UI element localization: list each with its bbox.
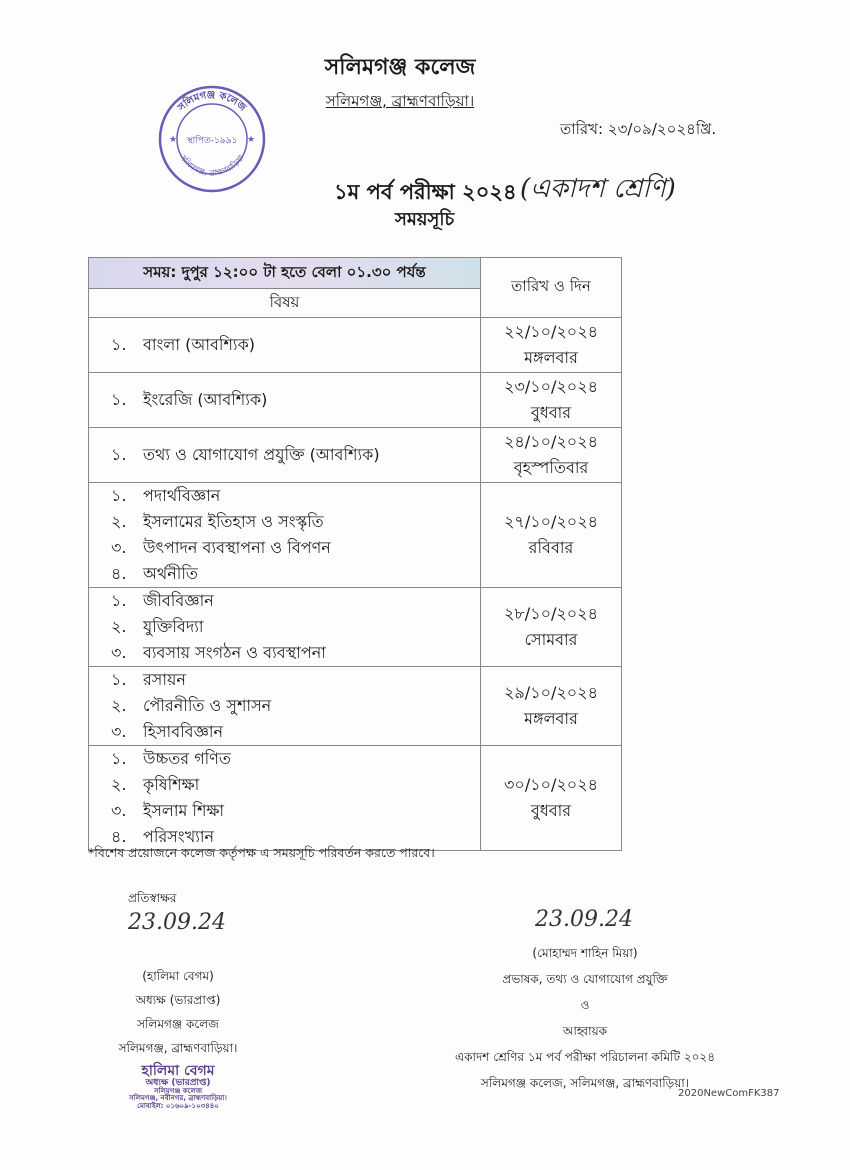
- subject-name: জীববিজ্ঞান: [143, 591, 214, 610]
- exam-date: ২৪/১০/২০২৪: [504, 432, 598, 451]
- subject-name: রসায়ন: [143, 670, 186, 689]
- subject-item: [111, 772, 480, 798]
- exam-date: ২৮/১০/২০২৪: [504, 604, 598, 623]
- subject-name: যুক্তিবিদ্যা: [143, 617, 204, 636]
- table-header-row: [89, 258, 622, 289]
- subject-name: বাংলা (আবশ্যিক): [143, 335, 256, 354]
- date-cell: [481, 588, 622, 667]
- subject-name: উৎপাদন ব্যবস্থাপনা ও বিপণন: [143, 538, 331, 557]
- convener-name: (মোহাম্মদ শাহিন মিয়া): [532, 946, 638, 960]
- exam-class-handwritten: (একাদশ শ্রেণি): [520, 174, 676, 204]
- subject-name: পরিসংখ্যান: [143, 827, 215, 846]
- exam-title: ১ম পর্ব পরীক্ষা ২০২৪: [334, 180, 517, 204]
- stamp-mobile: মোবাইল: ০১৬০৯-১০৩৪৪০: [137, 1101, 219, 1110]
- notice-text: *বিশেষ প্রয়োজনে কলেজ কর্তৃপক্ষ এ সময়সূচি পরিবর্তন করতে পারবে।: [88, 845, 435, 860]
- seal-mid-text: স্থাপিত-১৯৯১: [186, 136, 238, 146]
- subject-number: ৪.: [111, 564, 127, 583]
- subject-number: ২.: [111, 696, 127, 715]
- subject-number: ১.: [111, 445, 127, 464]
- subject-item: [111, 535, 480, 561]
- subject-name: পৌরনীতি ও সুশাসন: [143, 696, 272, 715]
- college-seal: [157, 84, 267, 194]
- subject-name: ইসলামের ইতিহাস ও সংস্কৃতি: [143, 512, 324, 531]
- subject-name: কৃষিশিক্ষা: [143, 775, 200, 794]
- college-name: সলিমগঞ্জ কলেজ: [324, 55, 476, 80]
- exam-day: মঙ্গলবার: [524, 348, 578, 367]
- date-cell: [481, 483, 622, 588]
- subject-cell: [89, 483, 481, 588]
- exam-date: ৩০/১০/২০২৪: [504, 775, 598, 794]
- convener-role: আহ্বায়ক: [562, 1024, 608, 1038]
- convener-signature-block: [420, 907, 750, 1095]
- subject-item: [111, 667, 480, 693]
- subject-name: ব্যবসায় সংগঠন ও ব্যবস্থাপনা: [143, 643, 326, 662]
- convener-place: সলিমগঞ্জ কলেজ, সলিমগঞ্জ, ব্রাহ্মণবাড়িয়া।: [480, 1076, 690, 1090]
- principal-place: সলিমগঞ্জ, ব্রাহ্মণবাড়িয়া।: [118, 1041, 238, 1055]
- subject-number: ১.: [111, 390, 127, 409]
- subject-name: পদার্থবিজ্ঞান: [143, 486, 221, 505]
- date-header: তারিখ ও দিন: [481, 258, 622, 318]
- seal-bottom-text: সলিমগঞ্জ, ব্রাহ্মণবাড়িয়া: [178, 153, 246, 178]
- time-header: সময়: দুপুর ১২:০০ টা হতে বেলা ০১.৩০ পর্যন্ত: [89, 258, 481, 289]
- subject-item: [111, 483, 480, 509]
- exam-day: রবিবার: [528, 538, 574, 557]
- principal-stamp: [88, 1064, 268, 1110]
- subject-number: ২.: [111, 775, 127, 794]
- stamp-name: হালিমা বেগম: [141, 1063, 215, 1079]
- exam-day: মঙ্গলবার: [524, 709, 578, 728]
- subject-number: ১.: [111, 486, 127, 505]
- subject-name: উচ্চতর গণিত: [143, 749, 231, 768]
- subject-number: ১.: [111, 591, 127, 610]
- routine-title: সময়সূচি: [395, 209, 455, 230]
- convener-title: প্রভাষক, তথ্য ও যোগাযোগ প্রযুক্তি: [502, 972, 668, 986]
- college-address: সলিমগঞ্জ, ব্রাহ্মণবাড়িয়া।: [325, 92, 475, 110]
- subject-cell: [89, 428, 481, 483]
- schedule-row: [89, 667, 622, 746]
- subject-item: [111, 719, 480, 745]
- schedule-row: [89, 373, 622, 428]
- subject-name: হিসাববিজ্ঞান: [143, 722, 224, 741]
- seal-star-icon: ★: [247, 135, 256, 145]
- subject-number: ২.: [111, 512, 127, 531]
- exam-date: ২৭/১০/২০২৪: [504, 512, 598, 531]
- date-cell: [481, 373, 622, 428]
- subject-cell: [89, 667, 481, 746]
- exam-date: ২৯/১০/২০২৪: [504, 683, 598, 702]
- subject-number: ৩.: [111, 538, 127, 557]
- schedule-row: [89, 428, 622, 483]
- principal-name: (হালিমা বেগম): [142, 969, 214, 983]
- countersign-label: প্রতিস্বাক্ষর: [128, 891, 177, 905]
- date-cell: [481, 746, 622, 851]
- subject-name: তথ্য ও যোগাযোগ প্রযুক্তি (আবশ্যিক): [143, 445, 380, 464]
- subject-item: [111, 387, 480, 413]
- exam-day: বুধবার: [530, 801, 572, 820]
- seal-top-text: সলিমগঞ্জ কলেজ: [175, 89, 248, 114]
- subject-item: [111, 640, 480, 666]
- date-cell: [481, 428, 622, 483]
- subject-item: [111, 332, 480, 358]
- subject-item: [111, 561, 480, 587]
- subject-number: ৩.: [111, 722, 127, 741]
- subject-item: [111, 588, 480, 614]
- committee-name: একাদশ শ্রেণির ১ম পর্ব পরীক্ষা পরিচালনা কমিটি ২০২৪: [454, 1050, 716, 1064]
- subject-name: ইসলাম শিক্ষা: [143, 801, 225, 820]
- subject-cell: [89, 373, 481, 428]
- subject-name: অর্থনীতি: [143, 564, 198, 583]
- principal-org: সলিমগঞ্জ কলেজ: [137, 1017, 219, 1031]
- subject-number: ১.: [111, 749, 127, 768]
- subject-number: ১.: [111, 670, 127, 689]
- seal-star-icon: ★: [169, 135, 178, 145]
- subject-item: [111, 746, 480, 772]
- subject-number: ২.: [111, 617, 127, 636]
- schedule-row: [89, 483, 622, 588]
- schedule-row: [89, 588, 622, 667]
- subject-number: ৩.: [111, 801, 127, 820]
- subject-cell: [89, 588, 481, 667]
- exam-day: বৃহস্পতিবার: [513, 458, 589, 477]
- schedule-row: [89, 318, 622, 373]
- stamp-title: অধ্যক্ষ (ভারপ্রাপ্ত): [145, 1077, 211, 1088]
- document-code: 2020NewComFK387: [678, 1088, 780, 1099]
- schedule-table: [88, 257, 622, 851]
- principal-title: অধ্যক্ষ (ভারপ্রাপ্ত): [135, 993, 221, 1007]
- schedule-row: [89, 746, 622, 851]
- subject-name: ইংরেজি (আবশ্যিক): [143, 390, 268, 409]
- subject-item: [111, 614, 480, 640]
- subject-item: [111, 509, 480, 535]
- exam-date: ২৩/১০/২০২৪: [504, 377, 598, 396]
- subject-item: [111, 798, 480, 824]
- issue-date: তারিখ: ২৩/০৯/২০২৪খ্রি.: [560, 120, 717, 138]
- subject-header: বিষয়: [89, 289, 481, 318]
- svg-text:সলিমগঞ্জ, ব্রাহ্মণবাড়িয়া: [178, 153, 247, 178]
- stamp-place: সলিমগঞ্জ, নবীনগর, ব্রাহ্মণবাড়িয়া।: [129, 1094, 227, 1103]
- subject-cell: [89, 318, 481, 373]
- exam-day: সোমবার: [524, 630, 578, 649]
- principal-signature-block: [88, 890, 268, 1110]
- seal-icon: [157, 84, 267, 194]
- date-cell: [481, 667, 622, 746]
- subject-number: ৩.: [111, 643, 127, 662]
- convener-handwritten-signature: 23.09.24: [535, 907, 633, 932]
- subject-cell: [89, 746, 481, 851]
- exam-date: ২২/১০/২০২৪: [504, 322, 598, 341]
- date-cell: [481, 318, 622, 373]
- subject-item: [111, 442, 480, 468]
- principal-handwritten-signature: 23.09.24: [128, 910, 226, 935]
- exam-day: বুধবার: [530, 403, 572, 422]
- conjunction-text: ও: [580, 998, 590, 1012]
- subject-number: ৪.: [111, 827, 127, 846]
- subject-number: ১.: [111, 335, 127, 354]
- stamp-org: সলিমগঞ্জ কলেজ: [154, 1087, 202, 1096]
- subject-item: [111, 693, 480, 719]
